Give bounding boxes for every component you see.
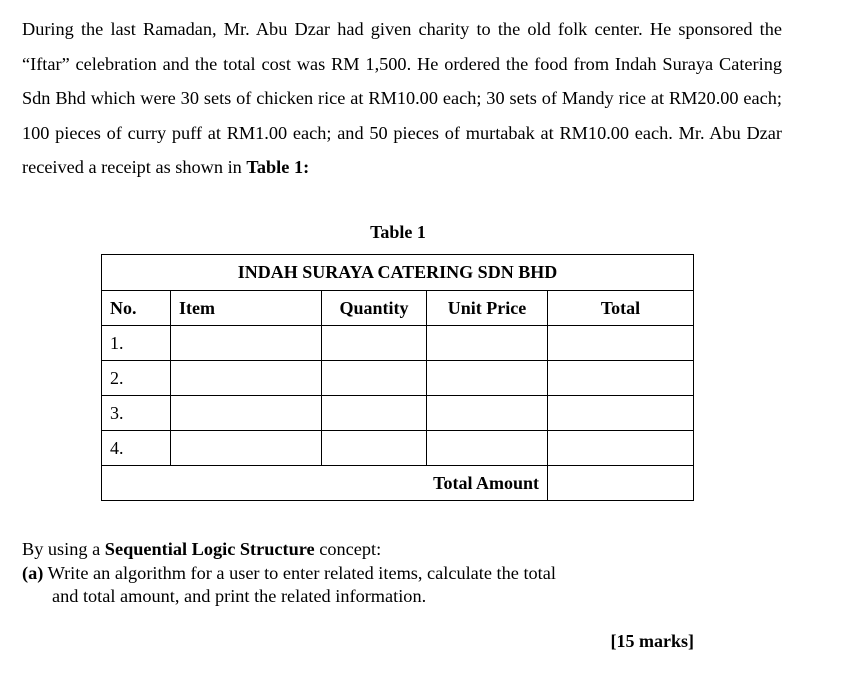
part-a-line1 <box>22 562 662 586</box>
row-no: 1. <box>102 326 171 361</box>
row-unit-price <box>427 396 548 431</box>
row-total <box>548 361 694 396</box>
row-unit-price <box>427 431 548 466</box>
total-amount-label: Total Amount <box>102 466 548 501</box>
receipt-table <box>101 254 694 501</box>
question-paragraph <box>22 12 782 185</box>
part-label: (a) <box>22 562 44 583</box>
table-row <box>102 431 694 466</box>
header-total: Total <box>548 291 694 326</box>
row-no: 3. <box>102 396 171 431</box>
question-text: During the last Ramadan, Mr. Abu Dzar had given charity to the old folk center. He sponsored the “Iftar” celebration and the total cost was RM 1,500. He ordered the food from Indah Suraya Catering Sdn Bhd which were 30 sets of chicken rice at RM10.00 each; 30 sets of Mandy rice at RM20.00 each; 100 pieces of curry puff at RM1.00 each; and 50 pieces of murtabak at RM10.00 each. Mr. Abu Dzar received a receipt as shown in <box>22 19 782 177</box>
table-caption: Table 1 <box>370 222 426 242</box>
row-quantity <box>322 396 427 431</box>
instruction-block <box>22 538 662 609</box>
header-unit-price: Unit Price <box>427 291 548 326</box>
row-total <box>548 431 694 466</box>
row-item <box>171 326 322 361</box>
instruction-intro <box>22 538 662 562</box>
row-quantity <box>322 431 427 466</box>
row-item <box>171 361 322 396</box>
row-quantity <box>322 361 427 396</box>
marks-label: [15 marks] <box>610 631 694 651</box>
total-amount-row <box>102 466 694 501</box>
intro-text: By using a <box>22 539 105 559</box>
header-item: Item <box>171 291 322 326</box>
row-item <box>171 431 322 466</box>
row-quantity <box>322 326 427 361</box>
header-no: No. <box>102 291 171 326</box>
row-item <box>171 396 322 431</box>
header-quantity: Quantity <box>322 291 427 326</box>
table-row <box>102 326 694 361</box>
row-no: 2. <box>102 361 171 396</box>
intro-concept: Sequential Logic Structure <box>104 539 315 559</box>
row-total <box>548 326 694 361</box>
row-no: 4. <box>102 431 171 466</box>
row-unit-price <box>427 326 548 361</box>
header-row <box>102 291 694 326</box>
company-name: INDAH SURAYA CATERING SDN BHD <box>102 255 694 291</box>
table-row <box>102 396 694 431</box>
table-row <box>102 361 694 396</box>
total-amount-value <box>548 466 694 501</box>
intro-tail: concept: <box>314 539 382 559</box>
row-total <box>548 396 694 431</box>
table-reference: Table 1: <box>246 157 310 177</box>
row-unit-price <box>427 361 548 396</box>
part-text-1: Write an algorithm for a user to enter related items, calculate the total <box>43 562 556 583</box>
part-a-line2: and total amount, and print the related information. <box>52 586 427 606</box>
